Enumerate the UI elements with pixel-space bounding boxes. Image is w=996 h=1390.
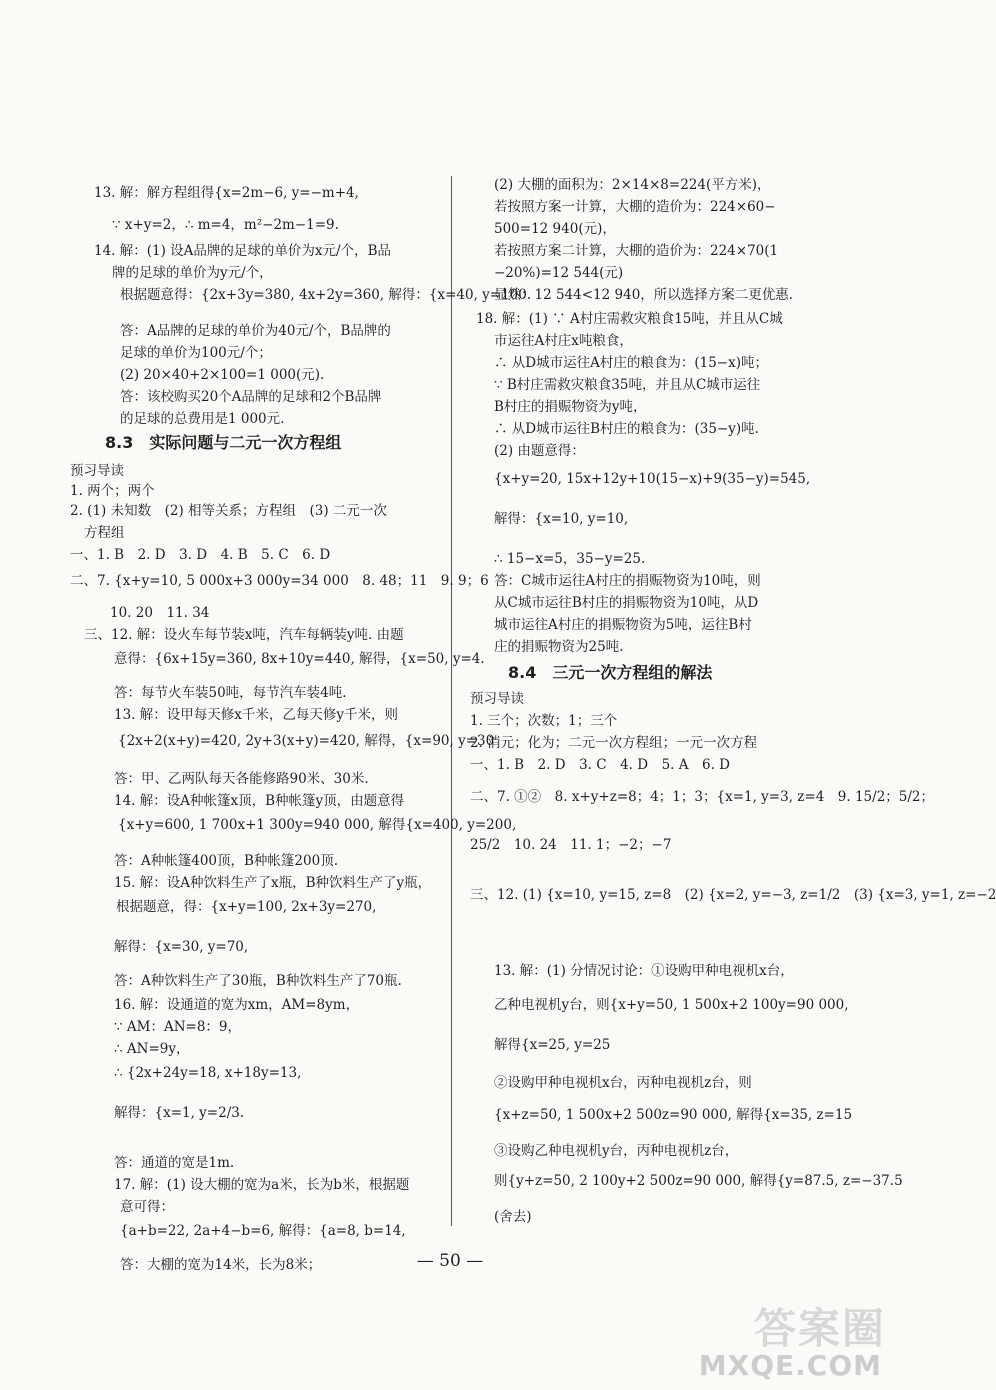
text-line: 若按照方案二计算，大棚的造价为：224×70(1: [494, 243, 779, 259]
text-line: 若按照方案一计算，大棚的造价为：224×60−: [494, 199, 776, 215]
text-line: 答：A种帐篷400顶，B种帐篷200顶.: [114, 853, 338, 869]
text-line: 预习导读: [470, 691, 524, 707]
text-line: 8.4 三元一次方程组的解法: [508, 663, 713, 682]
text-line: 答：甲、乙两队每天各能修路90米、30米.: [114, 771, 369, 787]
text-line: 14. 解：设A种帐篷x顶，B种帐篷y顶，由题意得: [114, 793, 405, 809]
text-line: 解得：{x=10, y=10,: [494, 511, 629, 527]
text-line: −20%)=12 544(元): [494, 265, 624, 281]
text-line: 500=12 940(元)，: [494, 221, 616, 237]
text-line: 二、7. ①② 8. x+y+z=8；4；1；3；{x=1, y=3, z=4 9. 15/2；5/2；: [470, 789, 935, 805]
text-line: 13. 解：解方程组得{x=2m−6, y=−m+4,: [94, 185, 359, 201]
text-line: 一、1. B 2. D 3. C 4. D 5. A 6. D: [470, 757, 731, 773]
text-line: 13. 解：(1) 分情况讨论：①设购甲种电视机x台，: [494, 963, 794, 979]
text-line: 乙种电视机y台，则{x+y=50, 1 500x+2 100y=90 000,: [494, 997, 849, 1013]
text-line: 牌的足球的单价为y元/个，: [112, 265, 273, 281]
text-line: ∵ AM：AN=8：9，: [114, 1019, 242, 1035]
text-line: ∴ 从D城市运往B村庄的粮食为：(35−y)吨.: [494, 421, 759, 437]
text-line: 13. 解：设甲每天修x千米，乙每天修y千米，则: [114, 707, 399, 723]
text-line: 市运往A村庄x吨粮食，: [494, 333, 633, 349]
text-line: 方程组: [84, 525, 125, 541]
text-line: ∴ {2x+24y=18, x+18y=13,: [114, 1065, 302, 1081]
watermark: [696, 1296, 886, 1382]
text-line: 三、12. (1) {x=10, y=15, z=8 (2) {x=2, y=−3, z=1/2 (3) {x=3, y=1, z=−2: [470, 887, 996, 903]
text-line: 17. 解：(1) 设大棚的宽为a米，长为b米，根据题: [114, 1177, 410, 1193]
page-number: — 50 —: [416, 1251, 484, 1271]
text-line: 意得：{6x+15y=360, 8x+10y=440, 解得，{x=50, y=4.: [114, 651, 485, 667]
text-line: 答：大棚的宽为14米，长为8米；: [120, 1257, 322, 1273]
text-line: 一、1. B 2. D 3. D 4. B 5. C 6. D: [70, 547, 331, 563]
text-line: 答：A种饮料生产了30瓶，B种饮料生产了70瓶.: [114, 973, 402, 989]
text-line: {a+b=22, 2a+4−b=6, 解得：{a=8, b=14,: [120, 1223, 406, 1239]
text-line: 18. 解：(1) ∵ A村庄需救灾粮食15吨，并且从C城: [476, 311, 783, 327]
text-line: 16. 解：设通道的宽为xm，AM=8ym，: [114, 997, 360, 1013]
text-line: 解得{x=25, y=25: [494, 1037, 611, 1053]
text-line: {x+y=20, 15x+12y+10(15−x)+9(35−y)=545,: [494, 471, 811, 487]
text-line: 三、12. 解：设火车每节装x吨，汽车每辆装y吨. 由题: [84, 627, 404, 643]
text-line: 8.3 实际问题与二元一次方程组: [105, 433, 342, 452]
text-line: 意可得：: [120, 1199, 174, 1215]
text-line: 从C城市运往B村庄的捐赈物资为10吨，从D: [494, 595, 759, 611]
text-line: 庄的捐赈物资为25吨.: [494, 639, 624, 655]
text-line: 10. 20 11. 34: [110, 605, 210, 621]
watermark-logo: 答案圈: [753, 1304, 886, 1353]
text-line: 答：A品牌的足球的单价为40元/个，B品牌的: [120, 323, 391, 339]
text-line: 答：C城市运往A村庄的捐赈物资为10吨，则: [494, 573, 761, 589]
text-line: 的足球的总费用是1 000元.: [120, 411, 285, 427]
text-line: 1. 三个；次数；1；三个: [470, 713, 618, 729]
text-line: {x+z=50, 1 500x+2 500z=90 000, 解得{x=35, z=15: [494, 1107, 853, 1123]
text-line: 预习导读: [70, 463, 124, 479]
text-line: 二、7. {x+y=10, 5 000x+3 000y=34 000 8. 48；11 9. 9；6: [70, 573, 489, 589]
text-line: 2. (1) 未知数 (2) 相等关系；方程组 (3) 二元一次: [70, 503, 387, 519]
text-line: 2. 消元；化为；二元一次方程组；一元一次方程: [470, 735, 758, 751]
text-line: 解得：{x=30, y=70,: [114, 939, 249, 955]
text-line: 根据题意得：{2x+3y=380, 4x+2y=360, 解得：{x=40, y=100.: [120, 287, 532, 303]
text-line: 14. 解：(1) 设A品牌的足球的单价为x元/个，B品: [94, 243, 392, 259]
text-line: 解得：{x=1, y=2/3.: [114, 1105, 245, 1121]
text-line: (2) 由题意得：: [494, 443, 585, 459]
text-line: {x+y=600, 1 700x+1 300y=940 000, 解得{x=400, y=200,: [118, 817, 517, 833]
text-line: ∴ 15−x=5，35−y=25.: [494, 551, 646, 567]
text-line: 根据题意，得：{x+y=100, 2x+3y=270,: [116, 899, 377, 915]
column-divider: [451, 176, 452, 1226]
text-line: ③设购乙种电视机y台，丙种电视机z台，: [494, 1143, 739, 1159]
text-line: ∴ AN=9y，: [114, 1041, 190, 1057]
text-line: 15. 解：设A种饮料生产了x瓶，B种饮料生产了y瓶，: [114, 875, 432, 891]
text-line: 显然：12 544<12 940，所以选择方案二更优惠.: [494, 287, 794, 303]
text-line: (舍去): [494, 1209, 532, 1225]
text-line: ∵ B村庄需救灾粮食35吨，并且从C城市运往: [494, 377, 761, 393]
text-line: 1. 两个；两个: [70, 483, 155, 499]
text-line: ∵ x+y=2，∴ m=4，m²−2m−1=9.: [112, 217, 339, 233]
text-line: ∴ 从D城市运往A村庄的粮食为：(15−x)吨；: [494, 355, 769, 371]
text-line: 答：每节火车装50吨，每节汽车装4吨.: [114, 685, 347, 701]
text-line: 答：该校购买20个A品牌的足球和2个B品牌: [120, 389, 382, 405]
text-line: B村庄的捐赈物资为y吨，: [494, 399, 647, 415]
text-line: 足球的单价为100元/个；: [120, 345, 272, 361]
text-line: 25/2 10. 24 11. 1；−2；−7: [470, 837, 672, 853]
text-line: 城市运往A村庄的捐赈物资为5吨，运往B村: [494, 617, 752, 633]
text-line: ②设购甲种电视机x台，丙种电视机z台，则: [494, 1075, 752, 1091]
text-line: {2x+2(x+y)=420, 2y+3(x+y)=420, 解得，{x=90, y=30: [118, 733, 495, 749]
text-line: 则{y+z=50, 2 100y+2 500z=90 000, 解得{y=87.5, z=−37.5: [494, 1173, 903, 1189]
text-line: 答：通道的宽是1m.: [114, 1155, 235, 1171]
text-line: (2) 20×40+2×100=1 000(元).: [120, 367, 325, 383]
text-line: (2) 大棚的面积为：2×14×8=224(平方米)，: [494, 177, 771, 193]
watermark-url: MXQE.COM: [698, 1349, 882, 1382]
